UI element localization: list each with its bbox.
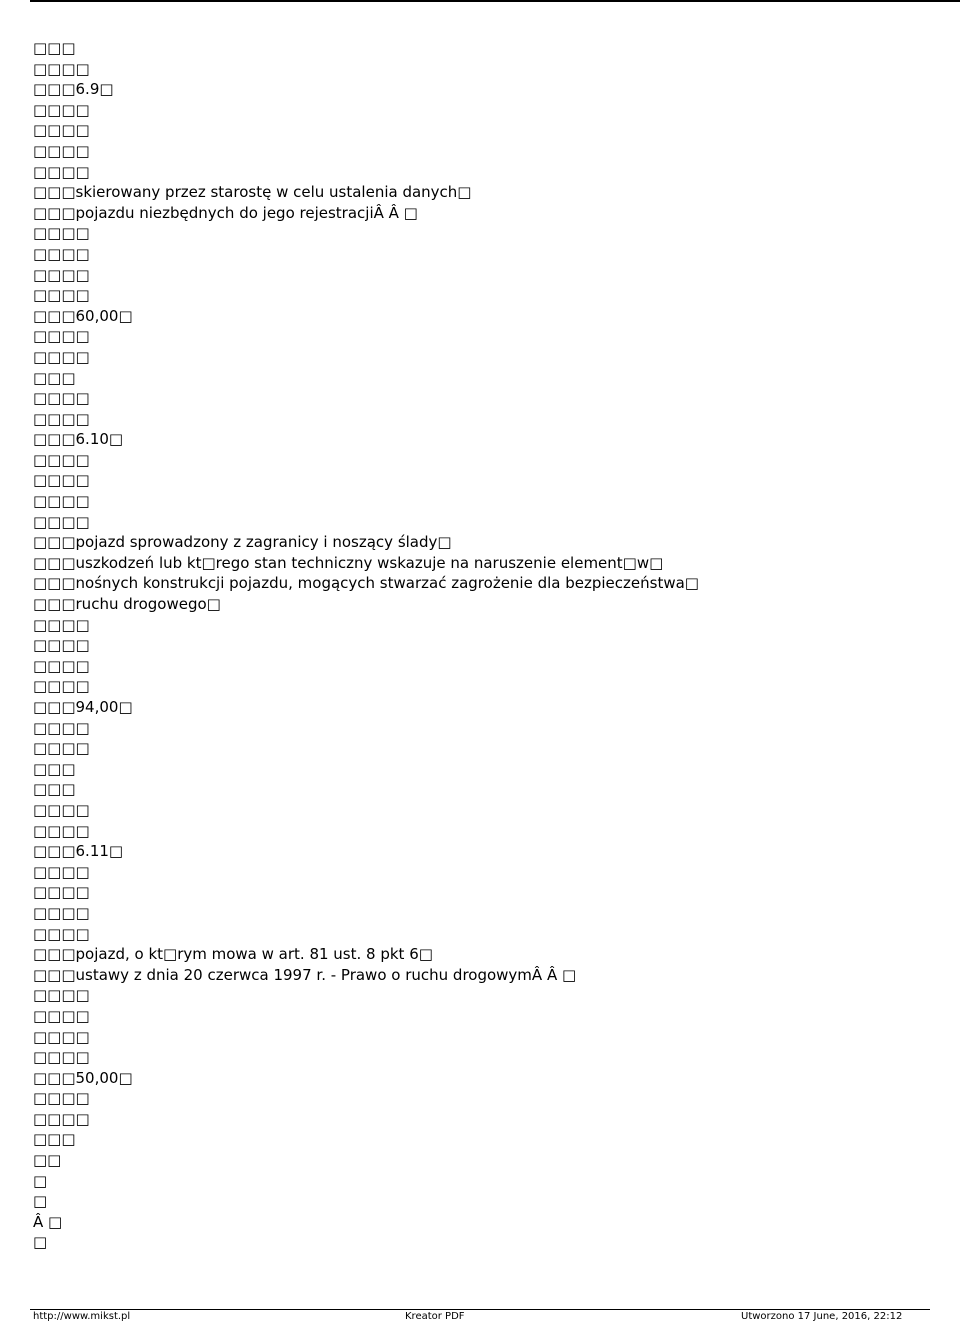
text-line: □□□ruchu drogowego□ (33, 595, 221, 614)
text-line: □□□ (33, 368, 76, 387)
text-line: □□□□ (33, 327, 90, 346)
text-line: □□□ustawy z dnia 20 czerwca 1997 r. - Prawo o ruchu drogowymÂ Â □ (33, 965, 577, 984)
text-line: □□ (33, 1151, 62, 1170)
text-line: □□□□ (33, 656, 90, 675)
text-line: □□□pojazd, o kt□rym mowa w art. 81 ust. 8 pkt 6□ (33, 945, 433, 964)
text-line: □□□60,00□ (33, 306, 133, 325)
text-line: Â □ (33, 1212, 63, 1231)
top-rule (30, 0, 960, 2)
footer-generator: Kreator PDF (405, 1311, 465, 1322)
text-line: □□□□ (33, 1048, 90, 1067)
text-line: □ (33, 1233, 48, 1252)
text-line: □□□skierowany przez starostę w celu ustalenia danych□ (33, 183, 472, 202)
footer-created-date: Utworzono 17 June, 2016, 22:12 (741, 1311, 903, 1322)
text-line: □□□□ (33, 121, 90, 140)
text-line: □□□50,00□ (33, 1068, 133, 1087)
text-line: □□□ (33, 1130, 76, 1149)
text-line: □□□94,00□ (33, 698, 133, 716)
footer-url-link[interactable]: http://www.mikst.pl (33, 1311, 131, 1322)
text-line: □ (33, 1171, 48, 1190)
text-line: □□□6.10□ (33, 430, 124, 449)
text-line: □□□□ (33, 718, 90, 737)
text-line: □□□□ (33, 924, 90, 943)
text-line: □□□□ (33, 636, 90, 655)
text-line: □□□□ (33, 409, 90, 428)
text-line: □□□□ (33, 162, 90, 181)
text-line: □□□□ (33, 141, 90, 160)
document-body (33, 38, 933, 1253)
text-line: □□□□ (33, 100, 90, 119)
text-line: □□□□ (33, 471, 90, 490)
text-line: □□□□ (33, 739, 90, 758)
text-line: □□□□ (33, 1006, 90, 1025)
text-line: □□□□ (33, 862, 90, 881)
text-line: □□□□ (33, 244, 90, 263)
text-line: □□□□ (33, 821, 90, 840)
text-line: □□□□ (33, 347, 90, 366)
text-line: □□□□ (33, 903, 90, 922)
text-line: □□□pojazdu niezbędnych do jego rejestracjiÂ Â □ (33, 203, 418, 222)
text-line: □□□□ (33, 883, 90, 902)
footer-rule (30, 1309, 930, 1310)
text-line: □□□6.9□ (33, 80, 114, 99)
text-line: □□□□ (33, 450, 90, 469)
text-line: □□□□ (33, 59, 90, 78)
text-line: □□□□ (33, 389, 90, 408)
text-line: □□□nośnych konstrukcji pojazdu, mogących stwarzać zagrożenie dla bezpieczeństwa□ (33, 574, 699, 593)
text-line: □□□□ (33, 986, 90, 1005)
text-line: □□□□ (33, 800, 90, 819)
text-line: □□□ (33, 39, 76, 57)
text-line: □□□□ (33, 265, 90, 284)
text-line: □□□ (33, 759, 76, 778)
text-line: □□□uszkodzeń lub kt□rego stan techniczny wskazuje na naruszenie element□w□ (33, 553, 664, 572)
text-line: □□□□ (33, 224, 90, 243)
text-line: □□□□ (33, 615, 90, 634)
text-line: □□□pojazd sprowadzony z zagranicy i noszący ślady□ (33, 533, 452, 552)
text-line: □□□□ (33, 492, 90, 511)
text-line: □□□6.11□ (33, 842, 124, 861)
text-line: □□□□ (33, 512, 90, 531)
text-line: □□□□ (33, 677, 90, 696)
text-line: □□□□ (33, 1089, 90, 1108)
text-line: □□□□ (33, 1109, 90, 1128)
text-line: □□□□ (33, 286, 90, 305)
text-line: □ (33, 1192, 48, 1211)
page-footer (33, 1311, 933, 1323)
text-line: □□□□ (33, 1027, 90, 1046)
text-line: □□□ (33, 780, 76, 799)
